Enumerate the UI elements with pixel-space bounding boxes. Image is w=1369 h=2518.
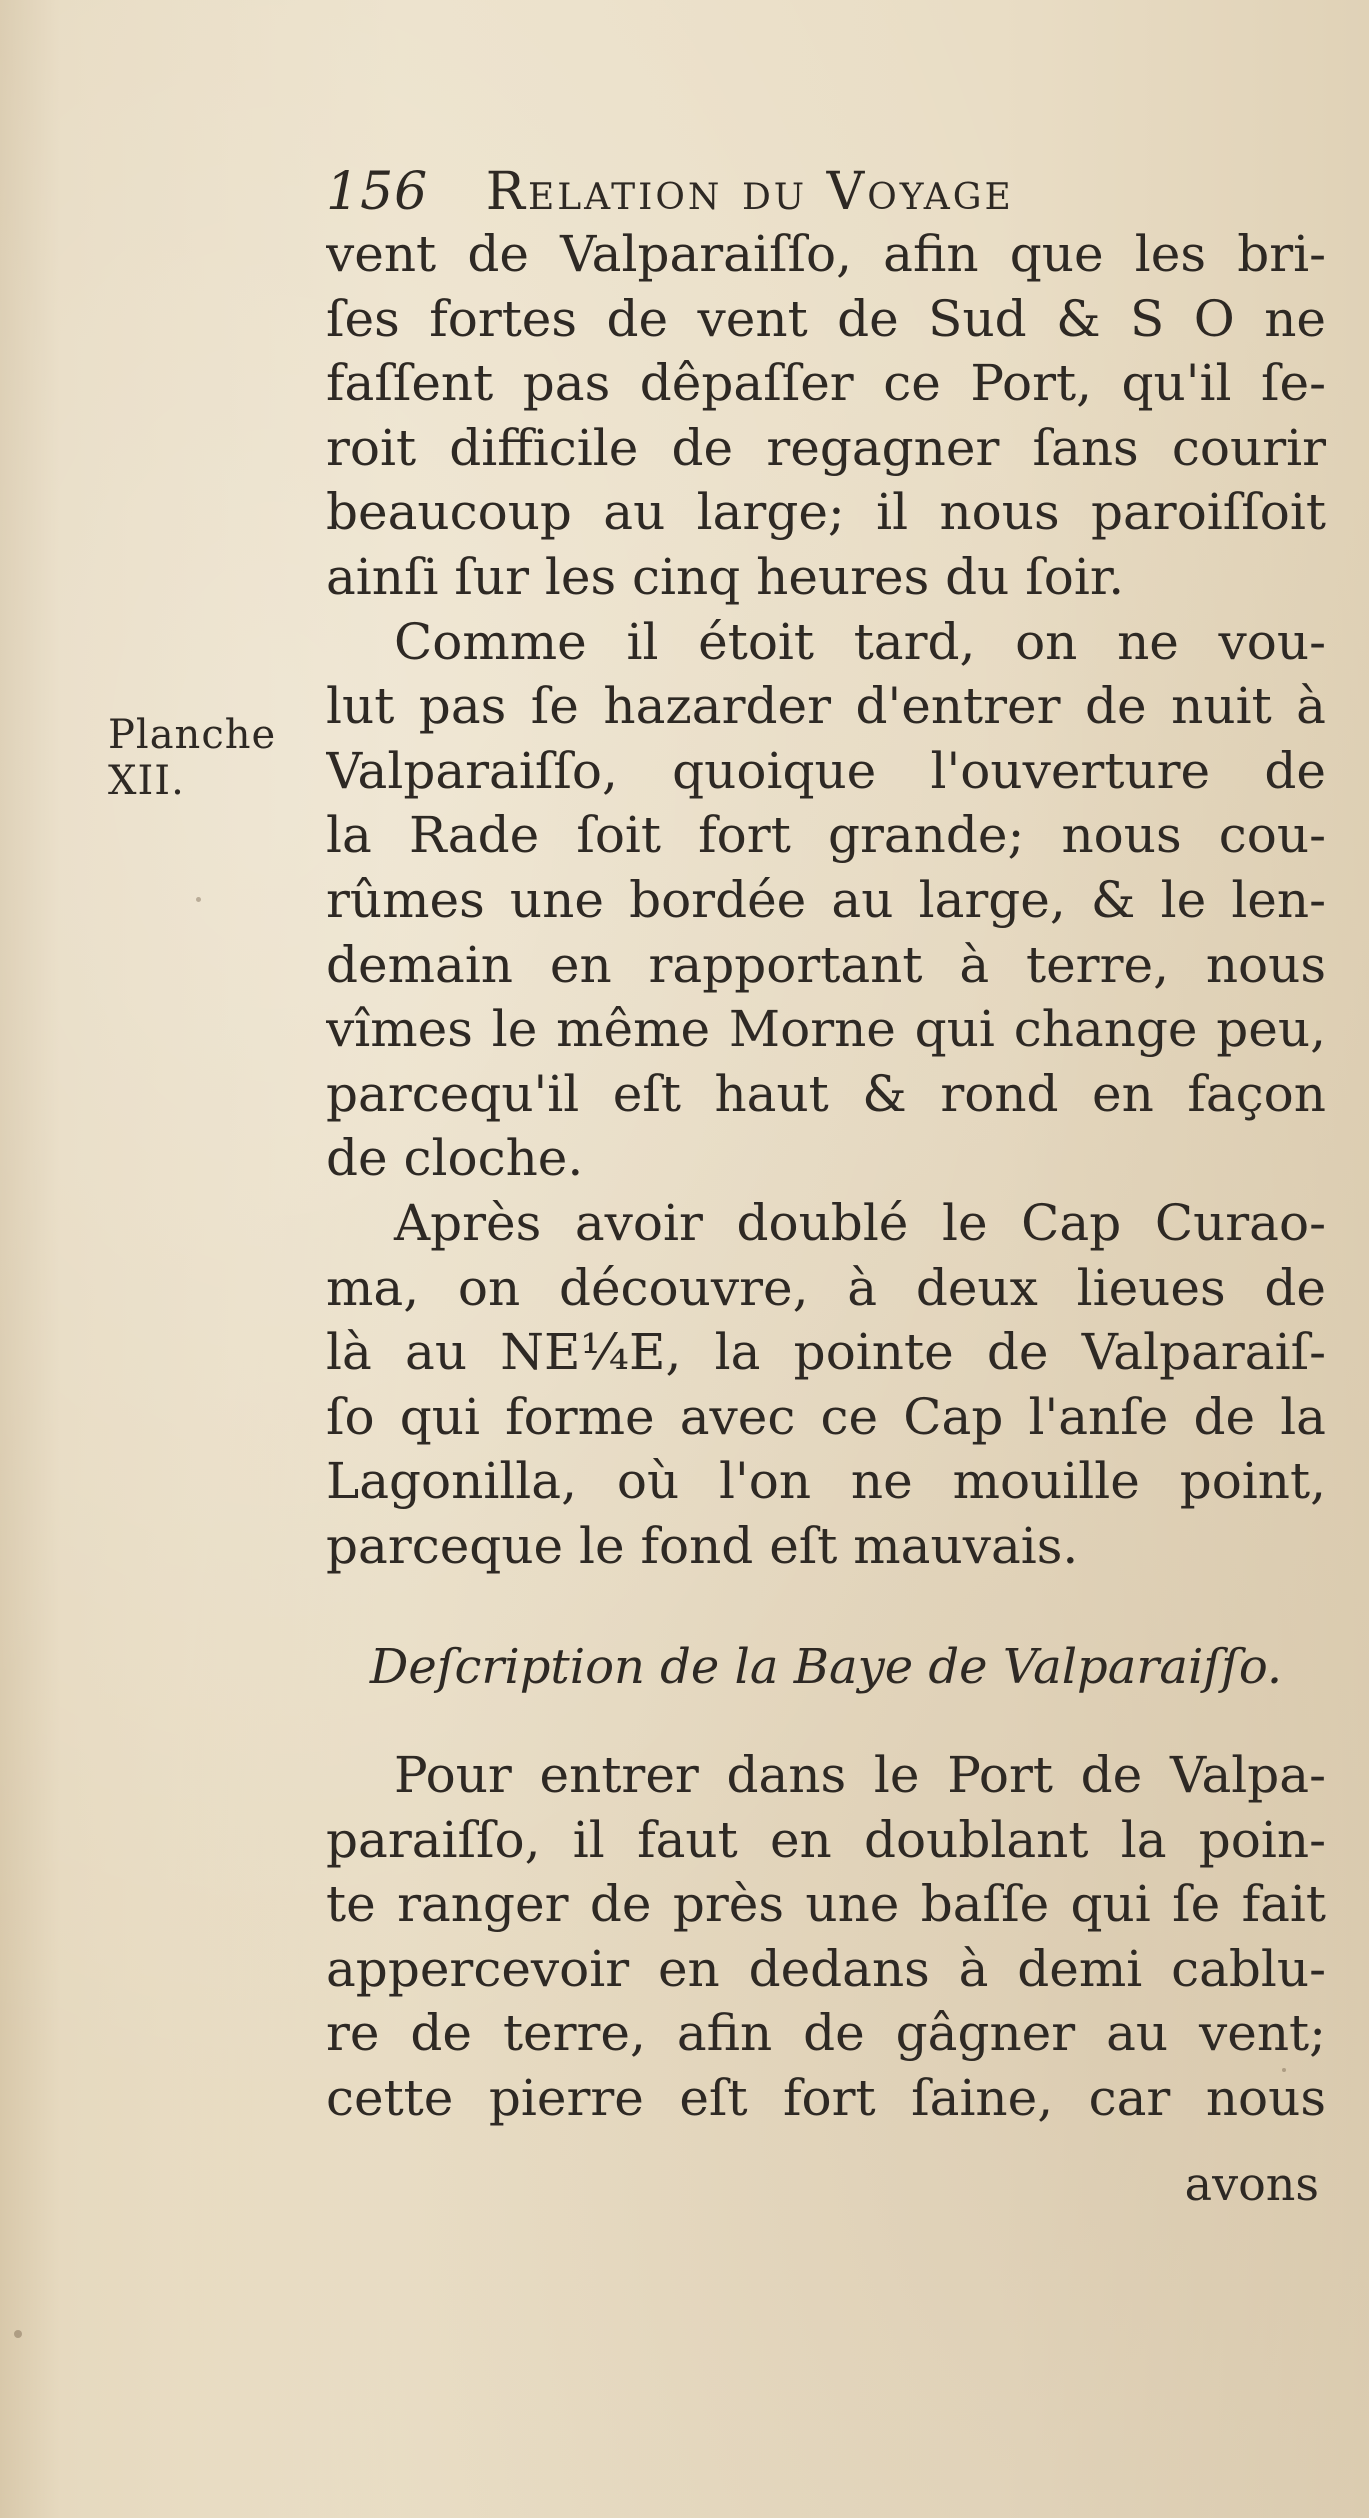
- text-line: beaucoup au large; il nous paroiſſoit: [326, 483, 1326, 542]
- text-line: parcequ'il eſt haut & rond en façon: [326, 1064, 1326, 1123]
- paper-speck: [14, 2330, 22, 2338]
- paper-speck: [1282, 2068, 1286, 2072]
- text-line: te ranger de près une baſſe qui ſe fait: [326, 1875, 1326, 1934]
- text-line: demain en rapportant à terre, nous: [326, 935, 1326, 994]
- text-line: ma, on découvre, à deux lieues de: [326, 1258, 1326, 1317]
- running-title: Relation du Voyage: [485, 162, 1014, 222]
- text-line: Comme il étoit tard, on ne vou-: [394, 612, 1326, 671]
- text-line: paraiſſo, il faut en doublant la poin-: [326, 1810, 1326, 1869]
- marginal-note-line-2: XII.: [108, 758, 185, 804]
- paper-speck: [196, 897, 201, 902]
- text-line: ſo qui forme avec ce Cap l'anſe de la: [326, 1387, 1326, 1446]
- body-text-bottom: [326, 1743, 1326, 2131]
- text-line: lut pas ſe hazarder d'entrer de nuit à: [326, 677, 1326, 736]
- page-header: [326, 160, 1326, 224]
- text-line: vent de Valparaiſſo, afin que les bri-: [326, 225, 1326, 283]
- marginal-note-line-1: Planche: [108, 712, 277, 758]
- text-line: de cloche.: [326, 1129, 584, 1188]
- text-line: Après avoir doublé le Cap Curao-: [394, 1193, 1326, 1252]
- text-line: cette pierre eſt fort ſaine, car nous: [326, 2068, 1326, 2127]
- text-line: parceque le fond eſt mauvais.: [326, 1516, 1079, 1575]
- text-line: appercevoir en dedans à demi cablu-: [326, 1939, 1326, 1998]
- text-line: Pour entrer dans le Port de Valpa-: [394, 1746, 1326, 1804]
- section-heading: Deſcription de la Baye de Valparaiſſo.: [369, 1639, 1283, 1695]
- text-line: Valparaiſſo, quoique l'ouverture de: [326, 741, 1326, 800]
- text-line: ainſi ſur les cinq heures du ſoir.: [326, 547, 1125, 606]
- body-text-top: [326, 222, 1326, 1578]
- text-line: roit difficile de regagner ſans courir: [326, 418, 1326, 477]
- text-line: re de terre, afin de gâgner au vent;: [326, 2004, 1326, 2063]
- page-number: 156: [326, 162, 429, 222]
- marginal-note-plate-reference: [108, 712, 276, 804]
- catchword: avons: [1184, 2157, 1319, 2211]
- text-line: la Rade ſoit fort grande; nous cou-: [326, 806, 1326, 865]
- text-line: rûmes une bordée au large, & le len-: [326, 870, 1326, 929]
- text-line: Lagonilla, où l'on ne mouille point,: [326, 1452, 1326, 1511]
- text-line: là au NE¼E, la pointe de Valparaiſ-: [326, 1323, 1326, 1382]
- text-line: vîmes le même Morne qui change peu,: [326, 1000, 1326, 1059]
- text-line: ſes fortes de vent de Sud & S O ne: [326, 289, 1326, 348]
- text-line: faſſent pas dêpaſſer ce Port, qu'il ſe-: [326, 354, 1326, 413]
